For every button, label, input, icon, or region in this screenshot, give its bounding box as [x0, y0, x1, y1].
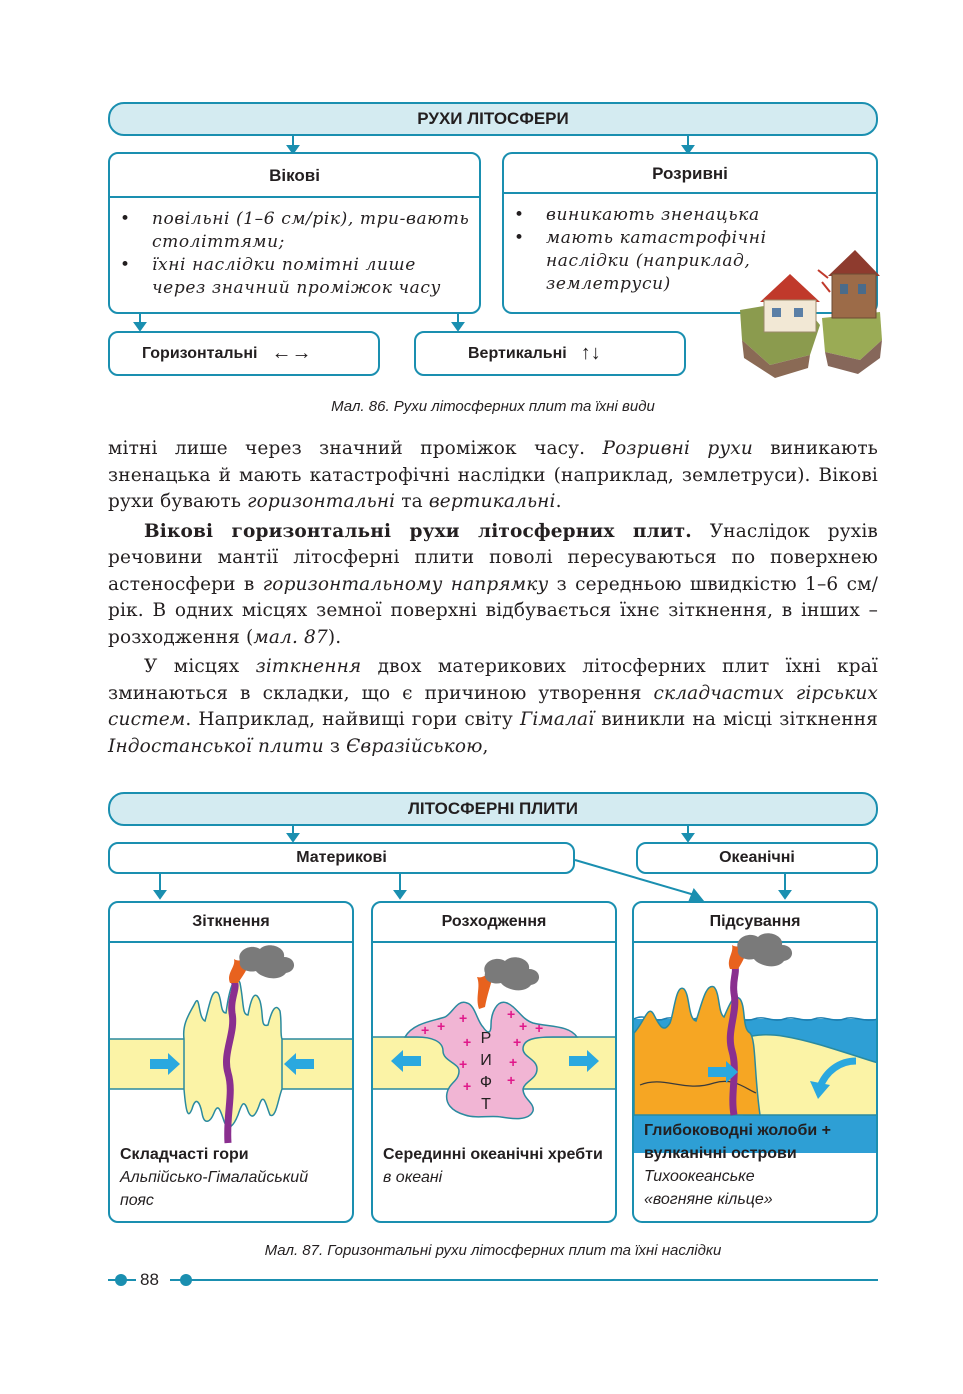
- footer-dot-icon: [115, 1274, 127, 1286]
- text-run: Євразійською: [346, 735, 483, 757]
- text-run: з середньою швидкістю 1–6 см/рік. В одних місцях земної поверхні відбувається їхнє зіткнення, в інших – розходження (: [108, 573, 878, 648]
- text-run: мал. 87: [253, 626, 328, 648]
- figure87-caption: Мал. 87. Горизонтальні рухи літосферних плит та їхні наслідки: [264, 1242, 722, 1259]
- list-item: • мають катастрофічні наслідки (наприклад, землетруси): [508, 227, 808, 296]
- list-item: • повільні (1–6 см/рік), три-вають століттями;: [114, 208, 473, 254]
- rift-letter: Т: [481, 1096, 491, 1113]
- svg-text:+: +: [507, 1006, 516, 1022]
- text-run: зіткнення: [255, 656, 362, 677]
- divergence-result: Серединні океанічні хребти: [383, 1146, 603, 1163]
- divergence-panel: [371, 901, 617, 1223]
- collision-example: Альпійсько-Гімалайський пояс: [120, 1169, 309, 1209]
- svg-text:+: +: [459, 1010, 468, 1026]
- svg-text:+: +: [463, 1078, 472, 1094]
- oceanic-plates-pill: [636, 842, 878, 874]
- text-run: Індостанської плити: [108, 735, 324, 757]
- svg-text:+: +: [463, 1034, 472, 1050]
- continental-plates-pill: [108, 842, 575, 874]
- text-run: Гімалаї: [519, 709, 595, 730]
- divergence-title: Розходження: [373, 903, 615, 943]
- footer-dot-icon: [180, 1274, 192, 1286]
- collision-text: [120, 1143, 344, 1212]
- collision-title: Зіткнення: [110, 903, 352, 943]
- svg-text:+: +: [509, 1054, 518, 1070]
- subduction-title: Підсування: [634, 903, 876, 943]
- vertical-arrows-icon: ↑↓: [580, 342, 601, 364]
- text-run: виникли на місці зіткнення: [594, 709, 878, 730]
- rift-letter: И: [480, 1052, 492, 1069]
- list-item: • виникають зненацька: [508, 204, 808, 227]
- figure86-caption: Мал. 86. Рухи літосферних плит та їхні види: [331, 398, 655, 415]
- text-run: Розривні рухи: [602, 438, 753, 459]
- text-run: ,: [482, 735, 489, 757]
- text-run: горизонтальному напрямку: [262, 573, 549, 595]
- vertical-label: Вертикальні: [468, 344, 567, 362]
- svg-text:+: +: [459, 1056, 468, 1072]
- sudden-movements-title: Розривні: [652, 164, 728, 183]
- text-run: Унаслідок рухів речовини мантії літосферні плити поволі пересуваються по поверхнею астеносфери в: [108, 520, 878, 595]
- svg-text:+: +: [437, 1018, 446, 1034]
- svg-text:+: +: [421, 1022, 430, 1038]
- svg-text:+: +: [513, 1034, 522, 1050]
- text-run: двох материкових літосферних плит їхні краї зминаються в складки, що є причиною утворення: [108, 656, 879, 704]
- text-run: та: [395, 491, 429, 512]
- divergence-diagram: [373, 943, 617, 1143]
- subduction-panel: [632, 901, 878, 1223]
- text-run: . Наприклад, найвищі гори світу: [185, 709, 520, 730]
- svg-text:+: +: [535, 1020, 544, 1036]
- horizontal-label: Горизонтальні: [142, 344, 258, 362]
- text-run: ).: [327, 626, 342, 648]
- figure86-title: РУХИ ЛІТОСФЕРИ: [108, 102, 878, 136]
- text-run: вертикальні: [428, 491, 556, 512]
- collision-diagram: [110, 943, 354, 1143]
- oceanic-label: Океанічні: [719, 849, 795, 866]
- subduction-result: Глибоководні жолоби + вулканічні острови: [644, 1122, 831, 1162]
- svg-text:+: +: [519, 1018, 528, 1034]
- figure87-title: ЛІТОСФЕРНІ ПЛИТИ: [108, 792, 878, 826]
- text-run: горизонтальні: [247, 491, 396, 512]
- collision-result: Складчасті гори: [120, 1146, 249, 1163]
- text-run: Вікові горизонтальні рухи літосферних плит.: [144, 520, 692, 542]
- subduction-diagram: [634, 943, 878, 1143]
- list-item: • їхні наслідки помітні лише через значний проміжок часу: [114, 254, 473, 300]
- text-run: виникають зненацька й мають катастрофічні наслідки (наприклад, землетруси). Вікові рухи бувають: [108, 438, 878, 512]
- text-run: мітні лише через значний проміжок часу.: [108, 438, 603, 459]
- text-run: з: [323, 735, 347, 757]
- rift-letter: Ф: [479, 1074, 493, 1091]
- text-run: .: [555, 491, 562, 512]
- divergence-text: [383, 1143, 607, 1189]
- page-number: 88: [140, 1270, 159, 1289]
- age-movements-title: Вікові: [269, 166, 320, 185]
- horizontal-arrows-icon: ←→: [271, 342, 312, 364]
- subduction-text: [644, 1119, 868, 1211]
- subduction-example: Тихоокеанське «вогняне кільце»: [644, 1168, 773, 1208]
- collision-panel: [108, 901, 354, 1223]
- svg-text:+: +: [507, 1072, 516, 1088]
- continental-label: Материкові: [296, 849, 387, 866]
- text-run: У місцях: [144, 656, 256, 677]
- rift-letter: Р: [480, 1030, 492, 1047]
- divergence-example: в океані: [383, 1169, 443, 1186]
- text-run: складчастих гірських систем: [108, 682, 878, 730]
